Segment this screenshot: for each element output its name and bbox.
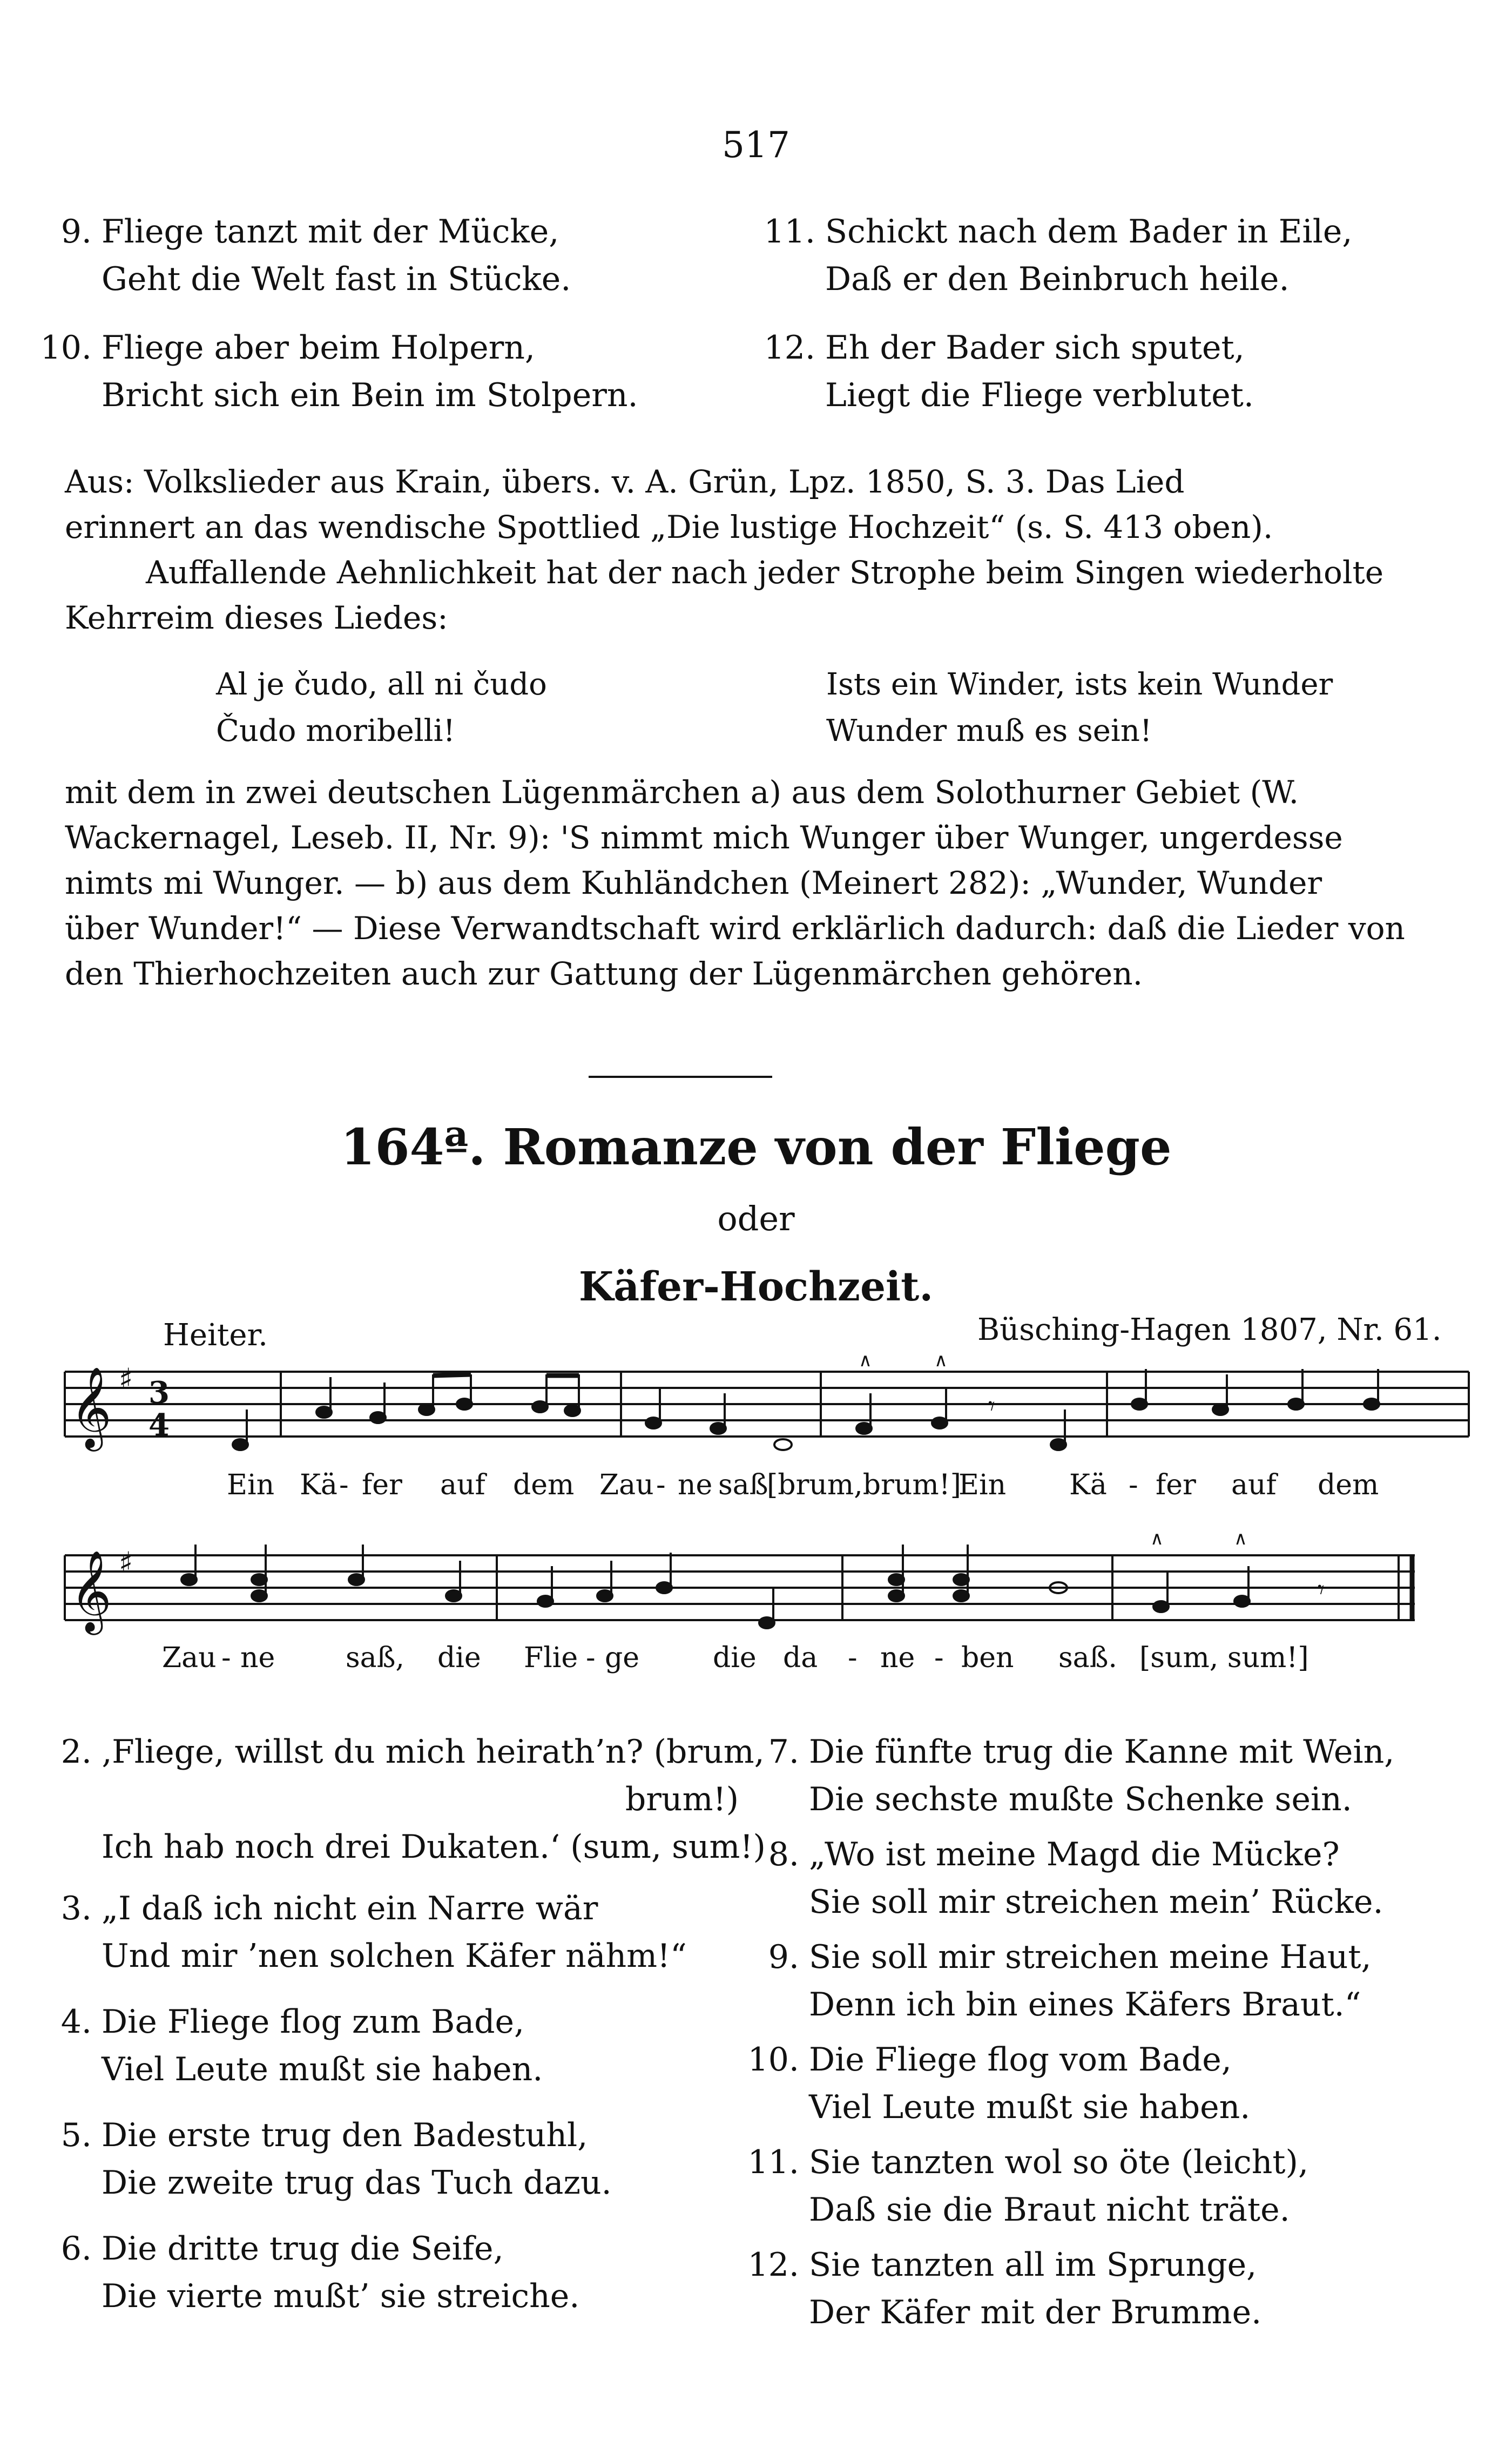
lyric-syllable: - — [586, 1642, 596, 1674]
verse-number: 9. — [60, 213, 92, 251]
stanza-line: Die Fliege flog vom Bade, — [809, 2041, 1232, 2079]
verse-line: Liegt die Fliege verblutet. — [825, 376, 1254, 414]
verse-number: 10. — [40, 329, 92, 367]
note — [316, 1407, 332, 1418]
stanza-number: 9. — [768, 1938, 799, 1976]
stanza-line: Die zweite trug das Tuch dazu. — [102, 2164, 612, 2202]
note — [252, 1574, 267, 1585]
lyric-syllable: da — [783, 1642, 818, 1674]
refrain-line: Čudo moribelli! — [216, 713, 455, 748]
lyric-syllable: dem — [513, 1469, 575, 1501]
stanza-line: Die Fliege flog zum Bade, — [102, 2003, 525, 2041]
note — [532, 1401, 548, 1412]
note — [856, 1423, 872, 1434]
stanza-10 — [729, 2036, 1250, 2131]
lyric-syllable: - — [848, 1642, 858, 1674]
comparison-line: mit dem in zwei deutschen Lügenmärchen a) aus dem Solothurner Gebiet (W. — [65, 774, 1299, 811]
stanza-line: Der Käfer mit der Brumme. — [809, 2294, 1262, 2331]
note — [370, 1412, 386, 1423]
lyric-syllable: dem — [1318, 1469, 1379, 1501]
stanza-number: 3. — [60, 1890, 92, 1927]
lyric-syllable: Ein — [959, 1469, 1007, 1501]
stanza-number: 12. — [747, 2246, 799, 2284]
stanza-2 — [22, 1728, 766, 1871]
note — [1364, 1399, 1379, 1410]
comparison-line: über Wunder!“ — Diese Verwandtschaft wird erklärlich dadurch: daß die Lieder von — [65, 910, 1405, 947]
top-verse-11 — [745, 208, 1353, 303]
lyric-syllable: - — [339, 1469, 349, 1501]
treble-clef-icon: 𝄞 — [70, 1549, 112, 1631]
lyric-syllable: saß. — [1058, 1642, 1117, 1674]
lyric-syllable: Zau — [599, 1469, 654, 1501]
verse-number: 12. — [764, 329, 815, 367]
note — [252, 1590, 267, 1601]
song-subtitle: Käfer-Hochzeit. — [578, 1264, 934, 1310]
refrain-line: Ists ein Winder, ists kein Wunder — [826, 667, 1333, 702]
lyric-syllable: ne — [678, 1469, 713, 1501]
top-verse-12 — [745, 324, 1254, 419]
lyrics-line-1 — [0, 1469, 1512, 1507]
note — [1132, 1399, 1147, 1410]
stanza-number: 7. — [768, 1733, 799, 1771]
stanza-line: brum!) — [625, 1781, 739, 1818]
note — [597, 1590, 612, 1601]
top-verse-10 — [22, 324, 638, 419]
note — [954, 1590, 969, 1601]
page-number: 517 — [722, 124, 790, 166]
note — [1051, 1439, 1066, 1450]
stanza-7 — [729, 1728, 1394, 1823]
refrain-line: Al je čudo, all ni čudo — [216, 667, 547, 702]
sharp-icon: ♯ — [119, 1546, 133, 1580]
rest-icon: 𝄾 — [1318, 1575, 1325, 1605]
lyric-syllable: Flie — [524, 1642, 578, 1674]
note — [538, 1596, 553, 1607]
lyric-syllable: fer — [362, 1469, 402, 1501]
refrain-german — [826, 662, 1333, 754]
note — [565, 1405, 580, 1416]
stanza-line: Und mir ’nen solchen Käfer nähm!“ — [102, 1937, 687, 1975]
note — [646, 1418, 661, 1428]
section-divider — [589, 1076, 772, 1078]
stanza-5 — [22, 2112, 612, 2207]
sharp-icon: ♯ — [119, 1362, 133, 1396]
stanza-line: Sie soll mir streichen meine Haut, — [809, 1938, 1372, 1976]
verse-line: Eh der Bader sich sputet, — [825, 329, 1245, 367]
lyric-syllable: ne — [240, 1642, 275, 1674]
refrain-slovene — [216, 662, 547, 754]
rest-icon: 𝄾 — [988, 1391, 995, 1421]
lyric-syllable: Zau — [162, 1642, 217, 1674]
comparison-line: nimts mi Wunger. — b) aus dem Kuhländchen (Meinert 282): „Wunder, Wunder — [65, 865, 1322, 901]
lyric-syllable: - — [1129, 1469, 1138, 1501]
note — [889, 1574, 904, 1585]
verse-line: Daß er den Beinbruch heile. — [825, 260, 1290, 298]
lyric-syllable: ge — [605, 1642, 640, 1674]
stanza-number: 11. — [747, 2143, 799, 2181]
stanza-line: Die vierte mußt’ sie streiche. — [102, 2277, 580, 2315]
stanza-line: Viel Leute mußt sie haben. — [102, 2051, 543, 2088]
note — [1213, 1404, 1228, 1415]
note — [457, 1399, 472, 1410]
note — [932, 1418, 947, 1428]
song-source: Büsching-Hagen 1807, Nr. 61. — [977, 1312, 1442, 1347]
stanza-line: Denn ich bin eines Käfers Braut.“ — [809, 1986, 1361, 2024]
stanza-number: 4. — [60, 2003, 92, 2041]
lyric-syllable: die — [713, 1642, 757, 1674]
song-title: 164ª. Romanze von der Fliege — [340, 1118, 1172, 1176]
stanza-line: „I daß ich nicht ein Narre wär — [102, 1890, 598, 1927]
lyric-syllable: - — [934, 1642, 944, 1674]
top-verse-9 — [22, 208, 571, 303]
stanza-line: ‚Fliege, willst du mich heirath’n? (brum, — [102, 1733, 765, 1771]
stanza-11 — [729, 2139, 1308, 2234]
verse-line: Fliege aber beim Holpern, — [102, 329, 535, 367]
lyric-syllable: auf — [1231, 1469, 1277, 1501]
lyrics-line-2 — [0, 1642, 1512, 1680]
verse-line: Fliege tanzt mit der Mücke, — [102, 213, 559, 251]
lyric-syllable: ne — [880, 1642, 915, 1674]
time-signature-bottom: 4 — [148, 1407, 170, 1443]
stanza-line: Sie tanzten all im Sprunge, — [809, 2246, 1257, 2284]
stanza-8 — [729, 1831, 1383, 1926]
accent-icon: ∧ — [1234, 1528, 1247, 1549]
lyric-syllable: [brum,brum!] — [767, 1469, 961, 1501]
stanza-number: 2. — [60, 1733, 92, 1771]
stanza-4 — [22, 1998, 543, 2093]
comparison-line: Wackernagel, Leseb. II, Nr. 9): 'S nimmt mich Wunger über Wunger, ungerdesse — [65, 819, 1343, 856]
note — [759, 1617, 774, 1628]
stanza-line: Viel Leute mußt sie haben. — [809, 2088, 1251, 2126]
tempo-marking: Heiter. — [163, 1318, 268, 1353]
verse-number: 11. — [764, 213, 815, 251]
accent-icon: ∧ — [934, 1350, 948, 1371]
stanza-9 — [729, 1933, 1372, 2028]
note — [233, 1439, 248, 1450]
music-staff-2 — [54, 1523, 1480, 1653]
treble-clef-icon: 𝄞 — [70, 1366, 112, 1448]
stanza-line: Die sechste mußte Schenke sein. — [809, 1781, 1352, 1818]
stanza-line: Daß sie die Braut nicht träte. — [809, 2191, 1290, 2229]
music-staff-1 — [54, 1350, 1480, 1480]
note — [446, 1590, 461, 1601]
time-signature-top: 3 — [148, 1375, 170, 1411]
stanza-6 — [22, 2225, 579, 2320]
lyric-syllable: - — [656, 1469, 666, 1501]
lyric-syllable: Kä — [1069, 1469, 1107, 1501]
lyric-syllable: Ein — [227, 1469, 275, 1501]
lyric-syllable: fer — [1156, 1469, 1196, 1501]
stanza-number: 10. — [747, 2041, 799, 2079]
note — [657, 1582, 672, 1593]
lyric-syllable: [sum, sum!] — [1139, 1642, 1309, 1674]
stanza-3 — [22, 1885, 687, 1980]
note — [711, 1423, 726, 1434]
lyric-syllable: die — [437, 1642, 481, 1674]
note — [419, 1404, 434, 1415]
lyric-syllable: auf — [440, 1469, 485, 1501]
refrain-line: Wunder muß es sein! — [826, 713, 1152, 748]
stanza-number: 8. — [768, 1836, 799, 1873]
lyric-syllable: saß — [718, 1469, 768, 1501]
note — [954, 1574, 969, 1585]
stanza-line: Ich hab noch drei Dukaten.‘ (sum, sum!) — [102, 1828, 766, 1866]
note-line: erinnert an das wendische Spottlied „Die lustige Hochzeit“ (s. S. 413 oben). — [65, 509, 1273, 545]
stanza-12 — [729, 2241, 1261, 2336]
accent-icon: ∧ — [1150, 1528, 1164, 1549]
note-line: Auffallende Aehnlichkeit hat der nach jeder Strophe beim Singen wiederholte — [146, 554, 1384, 591]
note — [349, 1574, 364, 1585]
note — [774, 1439, 792, 1450]
stanza-line: „Wo ist meine Magd die Mücke? — [809, 1836, 1340, 1873]
verse-line: Geht die Welt fast in Stücke. — [102, 260, 571, 298]
comparison-line: den Thierhochzeiten auch zur Gattung der Lügenmärchen gehören. — [65, 955, 1143, 992]
stanza-line: Sie tanzten wol so öte (leicht), — [809, 2143, 1309, 2181]
note — [1288, 1399, 1304, 1410]
stanza-line: Die fünfte trug die Kanne mit Wein, — [809, 1733, 1395, 1771]
note — [1234, 1596, 1250, 1607]
verse-line: Bricht sich ein Bein im Stolpern. — [102, 376, 638, 414]
stanza-line: Sie soll mir streichen mein’ Rücke. — [809, 1883, 1383, 1921]
stanza-line: Die dritte trug die Seife, — [102, 2230, 504, 2268]
lyric-syllable: ben — [961, 1642, 1014, 1674]
stanza-line: Die erste trug den Badestuhl, — [102, 2116, 588, 2154]
lyric-syllable: - — [221, 1642, 231, 1674]
note-line: Aus: Volkslieder aus Krain, übers. v. A. Grün, Lpz. 1850, S. 3. Das Lied — [65, 463, 1185, 500]
stanza-number: 5. — [60, 2116, 92, 2154]
song-oder: oder — [717, 1199, 795, 1238]
note — [889, 1590, 904, 1601]
verse-line: Schickt nach dem Bader in Eile, — [825, 213, 1353, 251]
note — [1153, 1601, 1169, 1612]
lyric-syllable: saß, — [346, 1642, 404, 1674]
stanza-number: 6. — [60, 2230, 92, 2268]
note-line: Kehrreim dieses Liedes: — [65, 599, 448, 636]
lyric-syllable: Kä — [300, 1469, 338, 1501]
note — [181, 1574, 197, 1585]
accent-icon: ∧ — [859, 1350, 872, 1371]
